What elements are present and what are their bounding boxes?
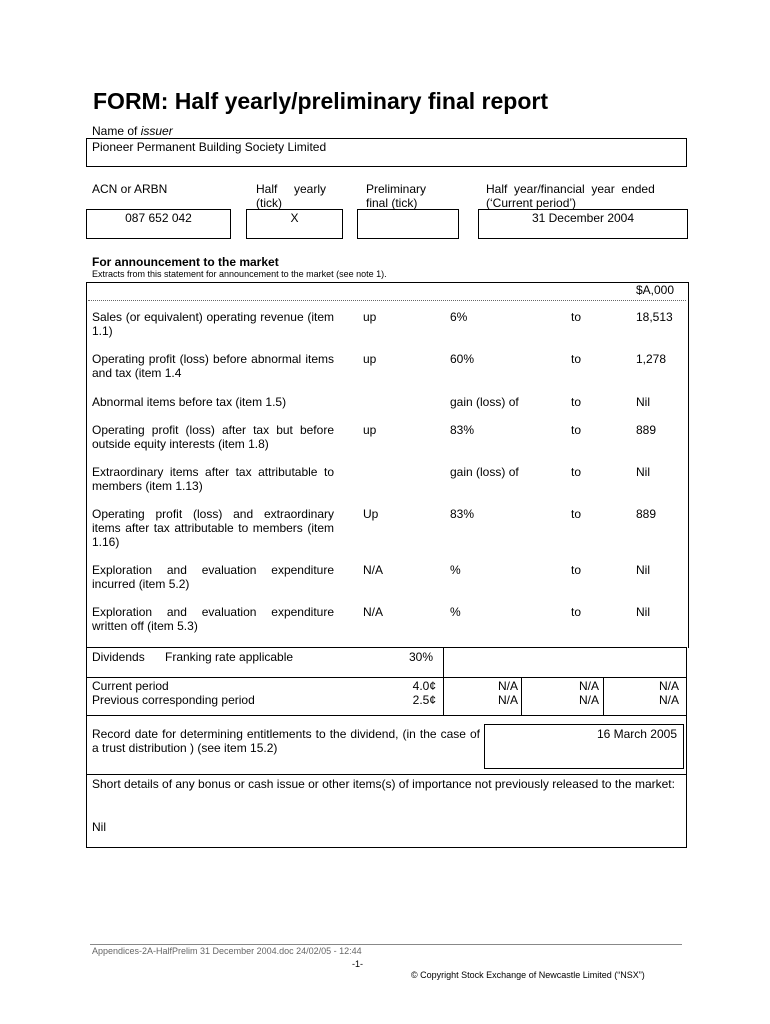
current-col-3: N/A [658, 679, 679, 693]
result-label: Operating profit (loss) and extraordinary items after tax attributable to members (item 1.16) [92, 507, 334, 549]
short-details-value: Nil [92, 820, 106, 834]
current-period-label: Current period [92, 679, 169, 693]
acn-box[interactable] [86, 209, 231, 239]
dividends-bottom-border [86, 715, 686, 716]
result-change: 83% [450, 507, 475, 521]
record-date-box[interactable] [484, 724, 684, 769]
result-change: % [450, 563, 461, 577]
issuer-label [92, 124, 173, 138]
result-to: to [571, 507, 582, 521]
result-to: to [571, 395, 582, 409]
preliminary-box[interactable] [357, 209, 459, 239]
period-sublabel: (‘Current period’) [486, 196, 577, 210]
issuer-box[interactable] [86, 138, 687, 167]
footer-filename: Appendices-2A-HalfPrelim 31 December 2004.doc 24/02/05 - 12:44 [92, 946, 362, 956]
previous-col-1: N/A [497, 693, 518, 707]
result-label: Sales (or equivalent) operating revenue (item 1.1) [92, 310, 334, 338]
result-direction: Up [363, 507, 379, 521]
result-label: Operating profit (loss) after tax but before outside equity interests (item 1.8) [92, 423, 334, 451]
issuer-label-italic: issuer [140, 124, 173, 138]
record-date-bottom-border [86, 774, 686, 775]
result-direction: N/A [363, 563, 384, 577]
result-change: gain (loss) of [450, 465, 519, 479]
col-divider-2 [603, 677, 604, 715]
result-value: Nil [636, 465, 650, 479]
franking-value: 30% [409, 650, 434, 664]
result-to: to [571, 423, 582, 437]
result-value: Nil [636, 395, 650, 409]
previous-period-label: Previous corresponding period [92, 693, 255, 707]
period-box[interactable] [478, 209, 688, 239]
result-label: Operating profit (loss) before abnormal items and tax (item 1.4 [92, 352, 334, 380]
result-change: % [450, 605, 461, 619]
result-direction: N/A [363, 605, 384, 619]
dividends-top-border [86, 647, 686, 648]
previous-col-3: N/A [658, 693, 679, 707]
result-direction: up [363, 423, 377, 437]
col-divider-1 [521, 677, 522, 715]
issuer-value: Pioneer Permanent Building Society Limited [92, 140, 327, 154]
acn-value: 087 652 042 [125, 211, 192, 225]
current-col-2: N/A [578, 679, 599, 693]
half-yearly-label: Half yearly [256, 182, 327, 196]
announcement-subheading: Extracts from this statement for announcement to the market (see note 1). [92, 269, 387, 279]
result-label: Abnormal items before tax (item 1.5) [92, 395, 287, 409]
result-value: Nil [636, 605, 650, 619]
announcement-heading: For announcement to the market [92, 255, 279, 269]
amount-col-divider [443, 677, 444, 715]
footer-page-number: -1- [352, 959, 363, 969]
dividends-mid-border [86, 677, 686, 678]
short-details-label: Short details of any bonus or cash issue or other items(s) of importance not previously released to the market: [92, 777, 675, 791]
dividends-label: Dividends [92, 650, 145, 664]
result-direction: up [363, 310, 377, 324]
result-label: Exploration and evaluation expenditure written off (item 5.3) [92, 605, 334, 633]
result-change: 83% [450, 423, 475, 437]
result-direction: up [363, 352, 377, 366]
lower-right-border [686, 647, 687, 847]
half-yearly-tick-label: (tick) [256, 196, 282, 210]
result-to: to [571, 310, 582, 324]
result-to: to [571, 605, 582, 619]
preliminary-label: Preliminary [366, 182, 427, 196]
half-yearly-tick: X [290, 211, 299, 225]
currency-divider [88, 300, 686, 301]
currency-unit: $A,000 [636, 283, 675, 297]
results-right-border [688, 282, 689, 648]
record-date-label: Record date for determining entitlements to the dividend, (in the case of a trust distribution ) (see item 15.2) [92, 727, 480, 755]
result-change: gain (loss) of [450, 395, 519, 409]
acn-label: ACN or ARBN [92, 182, 168, 196]
result-change: 6% [450, 310, 468, 324]
period-value: 31 December 2004 [531, 211, 635, 225]
current-col-1: N/A [497, 679, 518, 693]
result-to: to [571, 465, 582, 479]
previous-amount: 2.5¢ [412, 693, 436, 707]
current-amount: 4.0¢ [412, 679, 436, 693]
result-value: 889 [636, 507, 657, 521]
result-to: to [571, 352, 582, 366]
half-yearly-box[interactable] [246, 209, 343, 239]
result-label: Exploration and evaluation expenditure incurred (item 5.2) [92, 563, 334, 591]
result-label: Extraordinary items after tax attributable to members (item 1.13) [92, 465, 334, 493]
result-value: 18,513 [636, 310, 673, 324]
form-title: FORM: Half yearly/preliminary final report [93, 88, 549, 114]
franking-label: Franking rate applicable [165, 650, 294, 664]
franking-divider [443, 647, 444, 677]
results-top-border [86, 282, 688, 283]
record-date-value: 16 March 2005 [596, 727, 677, 741]
footer-copyright: © Copyright Stock Exchange of Newcastle Limited (“NSX”) [411, 970, 645, 980]
previous-col-2: N/A [578, 693, 599, 707]
period-label: Half year/financial year ended [486, 182, 655, 196]
preliminary-tick-label: final (tick) [366, 196, 418, 210]
short-details-bottom-border [86, 847, 687, 848]
results-left-border [86, 282, 87, 648]
result-value: 889 [636, 423, 657, 437]
result-value: 1,278 [636, 352, 667, 366]
issuer-label-prefix: Name of [92, 124, 141, 138]
result-to: to [571, 563, 582, 577]
result-value: Nil [636, 563, 650, 577]
result-change: 60% [450, 352, 475, 366]
footer-rule [90, 944, 682, 945]
